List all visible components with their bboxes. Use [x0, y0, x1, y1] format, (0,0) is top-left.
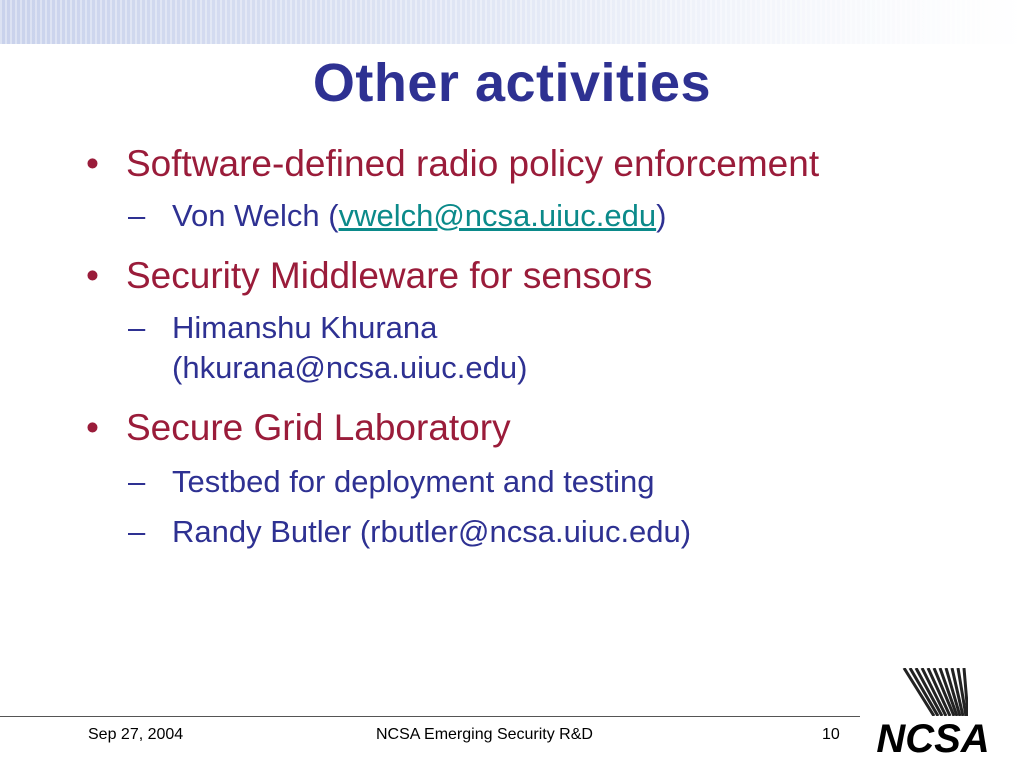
bullet-item	[86, 404, 886, 452]
logo-stripes-icon	[888, 660, 978, 720]
dash-mark: –	[128, 464, 146, 499]
footer-date: Sep 27, 2004	[88, 726, 184, 743]
header-band	[0, 0, 1024, 44]
sub-bullet-text: Randy Butler (rbutler@ncsa.uiuc.edu)	[172, 514, 692, 549]
bullet-mark: •	[86, 255, 99, 296]
sub-bullet-item	[86, 196, 886, 236]
dash-mark: –	[128, 514, 146, 549]
footer-title: NCSA Emerging Security R&D	[376, 726, 593, 743]
sub-bullet-text: Testbed for deployment and testing	[172, 464, 655, 499]
sub-bullet-item	[86, 308, 672, 388]
bullet-text: Software-defined radio policy enforcement	[126, 143, 820, 184]
dash-mark: –	[128, 310, 146, 345]
bullet-item	[86, 252, 886, 300]
email-link[interactable]: vwelch@ncsa.uiuc.edu	[338, 198, 657, 233]
sub-bullet-item	[86, 512, 886, 552]
footer-divider	[0, 716, 860, 717]
bullet-list	[86, 140, 886, 552]
bullet-text: Secure Grid Laboratory	[126, 407, 511, 448]
page-number: 10	[822, 726, 840, 743]
dash-mark: –	[128, 198, 146, 233]
sub-bullet-item	[86, 462, 886, 502]
sub-bullet-text: Himanshu Khurana (hkurana@ncsa.uiuc.edu)	[172, 310, 528, 385]
sub-bullet-prefix: Von Welch (	[172, 198, 339, 233]
ncsa-logo	[868, 660, 998, 760]
bullet-item	[86, 140, 886, 188]
slide-title: Other activities	[312, 53, 712, 113]
bullet-mark: •	[86, 143, 99, 184]
sub-bullet-suffix: )	[656, 198, 667, 233]
logo-wordmark: NCSA	[876, 717, 990, 760]
bullet-text: Security Middleware for sensors	[126, 255, 653, 296]
bullet-mark: •	[86, 407, 99, 448]
